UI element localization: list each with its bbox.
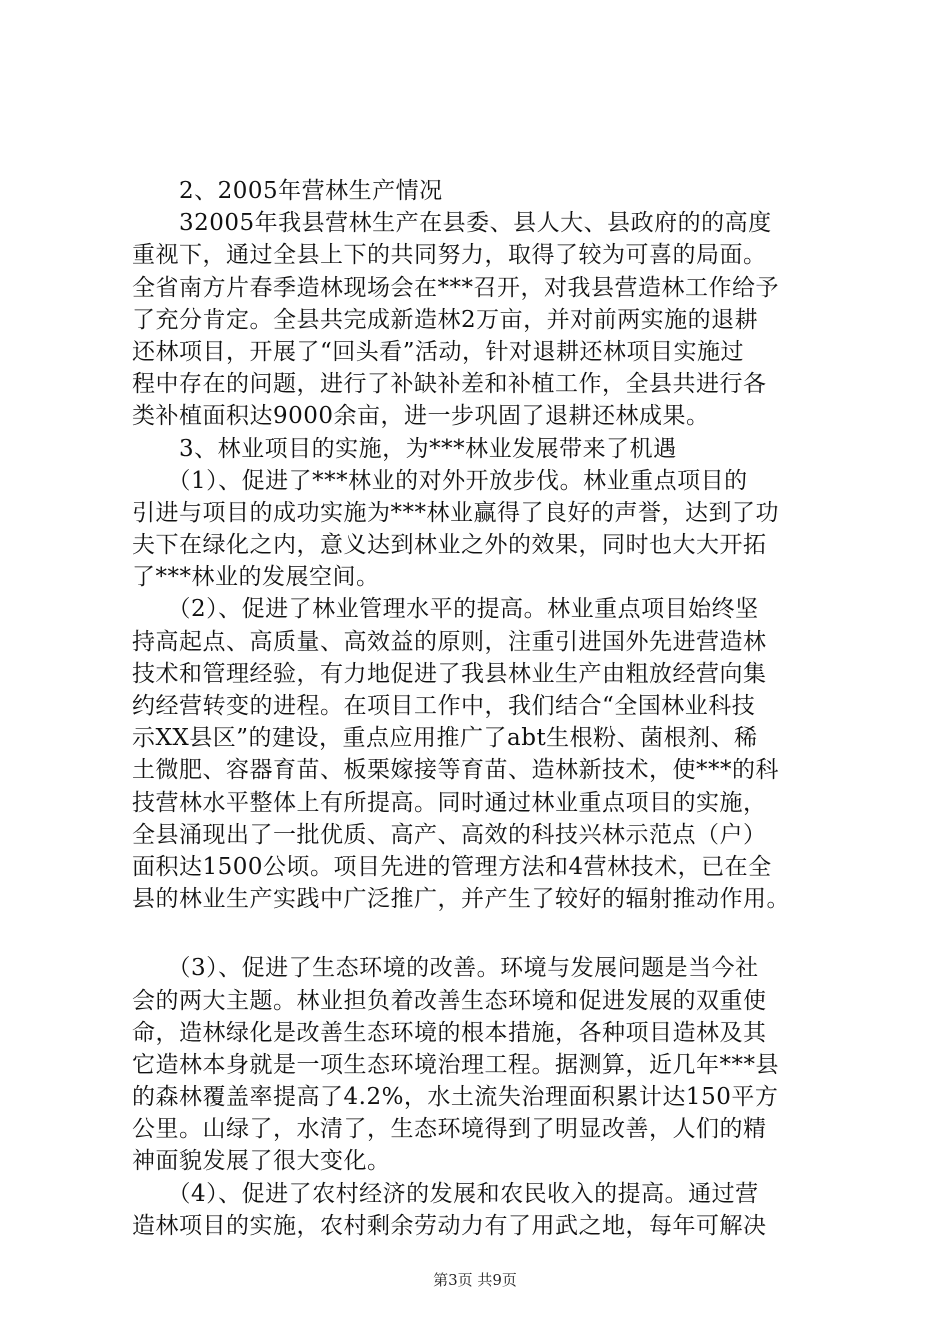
text-line: 造林项目的实施，农村剩余劳动力有了用武之地，每年可解决: [132, 1212, 767, 1239]
text-line: 了***林业的发展空间。: [132, 564, 380, 591]
text-line: 示XX县区”的建设，重点应用推广了abt生根粉、菌根剂、稀: [132, 725, 758, 752]
paragraph-spacer: [132, 915, 852, 952]
text-line: 命，造林绿化是改善生态环境的根本措施，各种项目造林及其: [132, 1019, 767, 1046]
paragraph-item-4: [132, 1178, 852, 1242]
text-line: 全县涌现出了一批优质、高产、高效的科技兴林示范点（户）: [132, 821, 767, 848]
text-line: 的森林覆盖率提高了4.2%，水土流失治理面积累计达150平方: [132, 1084, 779, 1111]
text-line: 程中存在的问题，进行了补缺补差和补植工作，全县共进行各: [132, 371, 767, 398]
text-line: 还林项目，开展了“回头看”活动，针对退耕还林项目实施过: [132, 338, 745, 365]
text-line: 引进与项目的成功实施为***林业赢得了良好的声誉，达到了功: [132, 499, 779, 526]
text-line: （1）、促进了***林业的对外开放步伐。林业重点项目的: [132, 467, 748, 494]
text-line: 技营林水平整体上有所提高。同时通过林业重点项目的实施，: [132, 789, 767, 816]
text-line: 3、林业项目的实施，为***林业发展带来了机遇: [132, 435, 677, 462]
text-line: 32005年我县营林生产在县委、县人大、县政府的的高度: [132, 210, 772, 237]
text-line: 重视下，通过全县上下的共同努力，取得了较为可喜的局面。: [132, 242, 767, 269]
text-line: （2）、促进了林业管理水平的提高。林业重点项目始终坚: [132, 596, 759, 623]
paragraph-section-3-heading: [132, 433, 852, 465]
paragraph-section-2-heading: [132, 175, 852, 207]
text-line: （3）、促进了生态环境的改善。环境与发展问题是当今社: [132, 955, 759, 982]
text-line: 2、2005年营林生产情况: [132, 178, 443, 204]
page-number-footer: 第3页 共9页: [433, 1271, 517, 1289]
paragraph-item-2: [132, 593, 852, 915]
text-line: 它造林本身就是一项生态环境治理工程。据测算，近几年***县: [132, 1051, 779, 1078]
text-line: （4）、促进了农村经济的发展和农民收入的提高。通过营: [132, 1180, 759, 1207]
text-line: 会的两大主题。林业担负着改善生态环境和促进发展的双重使: [132, 987, 767, 1014]
paragraph-item-1: [132, 465, 852, 594]
text-line: 全省南方片春季造林现场会在***召开，对我县营造林工作给予: [132, 274, 779, 301]
text-line: 神面貌发展了很大变化。: [132, 1148, 391, 1175]
text-line: 约经营转变的进程。在项目工作中，我们结合“全国林业科技: [132, 693, 756, 719]
text-line: 技术和管理经验，有力地促进了我县林业生产由粗放经营向集: [132, 660, 767, 687]
text-line: 面积达1500公顷。项目先进的管理方法和4营林技术，已在全: [132, 853, 772, 880]
text-line: 类补植面积达9000余亩，进一步巩固了退耕还林成果。: [132, 403, 710, 430]
document-body: [132, 175, 852, 1242]
text-line: 土微肥、容器育苗、板栗嫁接等育苗、造林新技术，使***的科: [132, 757, 779, 784]
text-line: 公里。山绿了，水清了，生态环境得到了明显改善，人们的精: [132, 1116, 767, 1143]
text-line: 了充分肯定。全县共完成新造林2万亩，并对前两实施的退耕: [132, 306, 759, 333]
paragraph-afforestation-2005: [132, 207, 852, 432]
text-line: 夫下在绿化之内，意义达到林业之外的效果，同时也大大开拓: [132, 532, 767, 559]
paragraph-item-3: [132, 952, 852, 1177]
text-line: 县的林业生产实践中广泛推广，并产生了较好的辐射推动作用。: [132, 886, 790, 913]
text-line: 持高起点、高质量、高效益的原则，注重引进国外先进营造林: [132, 628, 767, 655]
